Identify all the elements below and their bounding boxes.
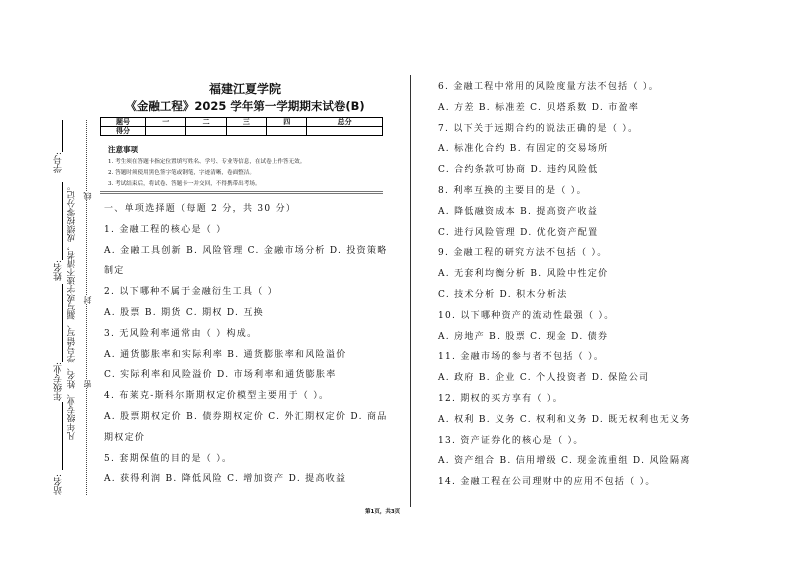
score-cell (267, 127, 307, 136)
score-cell (186, 127, 226, 136)
question-stem: 2. 以下哪种不属于金融衍生工具（ ） (104, 287, 279, 298)
question-options: A. 获得利润 B. 降低风险 C. 增加资产 D. 提高收益 (104, 474, 347, 485)
question-options: C. 技术分析 D. 积木分析法 (438, 290, 568, 300)
school-name: 福建江夏学院 (208, 82, 281, 96)
divider (100, 191, 383, 192)
seal-dotted-line (86, 120, 87, 495)
score-table-row (101, 127, 383, 136)
question-options: A. 降低融资成本 B. 提高资产收益 (438, 206, 599, 217)
question-options: A. 股票期权定价 B. 债券期权定价 C. 外汇期权定价 D. 商品 (104, 412, 388, 422)
binding-instruction: 凡年级专业、姓名、学号错写、漏写或字迹不清者，成绩按零分记。 (67, 182, 77, 440)
question-stem: 3. 无风险利率通常由（ ）构成。 (104, 328, 258, 339)
question-stem: 10. 以下哪种资产的流动性最强（ ）。 (438, 310, 615, 321)
score-cell (307, 127, 383, 136)
name-line (62, 182, 63, 260)
question-options: A. 政府 B. 企业 C. 个人投资者 D. 保险公司 (438, 373, 650, 384)
question-options: C. 进行风险管理 D. 优化资产配置 (438, 227, 599, 238)
question-stem: 14. 金融工程在公司理财中的应用不包括（ ）。 (438, 477, 656, 488)
seat-line (62, 402, 63, 470)
question-options: A. 无套利均衡分析 B. 风险中性定价 (438, 269, 609, 280)
seat-label: 站名: (54, 474, 64, 496)
major-line (62, 284, 63, 362)
note-item: 3. 考试结束后，将试卷、答题卡一并交回，不得携带出考场。 (108, 181, 261, 187)
question-stem: 6. 金融工程中常用的风险度量方法不包括（ ）。 (438, 82, 660, 92)
note-item: 2. 答题时须使用黑色签字笔或钢笔，字迹清晰，卷面整洁。 (108, 170, 255, 176)
header-cell: 二 (186, 118, 226, 127)
row-label: 得分 (101, 127, 146, 136)
question-options: A. 通货膨胀率和实际利率 B. 通货膨胀率和风险溢价 (104, 349, 347, 360)
question-options: A. 方差 B. 标准差 C. 贝塔系数 D. 市盈率 (438, 102, 640, 113)
question-text: 制定 (104, 266, 125, 277)
question-options: C. 实际利率和风险溢价 D. 市场利率和通货膨胀率 (104, 370, 337, 381)
seal-char-mi: 密 (83, 380, 92, 388)
question-options: C. 合约条款可协商 D. 违约风险低 (438, 165, 599, 176)
notes-title: 注意事项 (108, 145, 138, 154)
column-separator (410, 75, 411, 507)
question-options: A. 金融工具创新 B. 风险管理 C. 金融市场分析 D. 投资策略 (104, 245, 388, 256)
question-options: A. 股票 B. 期货 C. 期权 D. 互换 (104, 308, 264, 318)
header-cell: 四 (267, 118, 307, 127)
question-options: A. 房地产 B. 股票 C. 现金 D. 债券 (438, 331, 609, 342)
student-id-label: 学号: (54, 152, 64, 174)
seal-char-xian: 线 (83, 192, 92, 200)
question-options: A. 资产组合 B. 信用增级 C. 现金流重组 D. 风险隔离 (438, 456, 691, 467)
question-text: 期权定价 (104, 432, 146, 443)
question-stem: 1. 金融工程的核心是（ ） (104, 224, 227, 235)
question-stem: 7. 以下关于远期合约的说法正确的是（ ）。 (438, 123, 639, 134)
question-stem: 4. 布莱克-斯科尔斯期权定价模型主要用于（ ）。 (104, 391, 330, 402)
note-item: 1. 考生须在答题卡指定位置填写姓名、学号、专业等信息，在试卷上作答无效。 (108, 159, 306, 165)
header-cell: 题号 (101, 118, 146, 127)
score-cell (226, 127, 266, 136)
question-text: 一、单项选择题（每题 2 分，共 30 分） (104, 204, 297, 214)
question-stem: 11. 金融市场的参与者不包括（ ）。 (438, 352, 605, 363)
major-label: 年级专业: (54, 362, 64, 402)
header-cell: 三 (226, 118, 266, 127)
score-table-header (101, 118, 383, 127)
header-cell: 总分 (307, 118, 383, 127)
page-footer: 第1页，共3页 (365, 509, 401, 515)
header-cell: 一 (146, 118, 186, 127)
score-table (100, 117, 383, 136)
name-label: 姓名: (54, 260, 64, 282)
question-options: A. 权利 B. 义务 C. 权利和义务 D. 既无权利也无义务 (438, 414, 691, 425)
seal-char-feng: 封 (83, 296, 92, 304)
student-id-line (62, 120, 63, 152)
divider (100, 193, 383, 194)
exam-title: 《金融工程》2025 学年第一学期期末试卷(B) (125, 99, 365, 113)
question-options: A. 标准化合约 B. 有固定的交易场所 (438, 144, 609, 155)
question-stem: 9. 金融工程的研究方法不包括（ ）。 (438, 248, 608, 259)
question-stem: 5. 套期保值的目的是（ ）。 (104, 453, 233, 464)
score-cell (146, 127, 186, 136)
question-stem: 13. 资产证券化的核心是（ ）。 (438, 435, 584, 446)
question-stem: 12. 期权的买方享有（ ）。 (438, 394, 564, 404)
question-stem: 8. 利率互换的主要目的是（ ）。 (438, 186, 587, 196)
